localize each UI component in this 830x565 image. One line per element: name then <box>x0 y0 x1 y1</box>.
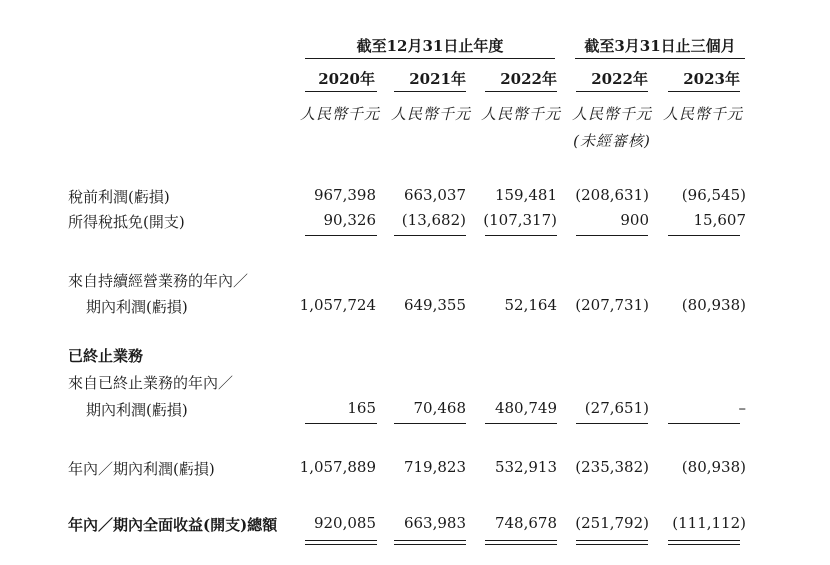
subtotal-underline <box>305 235 377 236</box>
cell-value: 663,037 <box>403 186 466 204</box>
cell-value: 15,607 <box>693 211 746 229</box>
unit-label: 人民幣千元 <box>662 105 743 123</box>
cell-value: (207,731) <box>575 296 649 314</box>
cell-value: 748,678 <box>494 514 557 532</box>
subtotal-underline <box>485 423 557 424</box>
unit-label: 人民幣千元 <box>571 105 652 123</box>
row-label-discontinued-1: 來自已終止業務的年內／ <box>68 374 234 392</box>
year-header: 2022年 <box>500 70 557 88</box>
cell-value: – <box>738 399 746 417</box>
row-label-pretax: 稅前利潤(虧損) <box>68 188 170 206</box>
header-quarter-period: 截至3月31日止三個月 <box>584 37 736 55</box>
section-heading-discontinued: 已終止業務 <box>68 347 144 365</box>
cell-value: (96,545) <box>681 186 746 204</box>
header-quarter-underline <box>575 58 745 59</box>
row-label-total-comprehensive: 年內／期內全面收益(開支)總額 <box>68 516 278 534</box>
cell-value: 719,823 <box>403 458 466 476</box>
total-double-underline <box>485 544 557 545</box>
row-label-period-profit: 年內／期內利潤(虧損) <box>68 460 215 478</box>
total-double-underline <box>394 544 466 545</box>
cell-value: (27,651) <box>584 399 649 417</box>
cell-value: 920,085 <box>313 514 376 532</box>
unit-label: 人民幣千元 <box>480 105 561 123</box>
unaudited-note: (未經審核) <box>573 132 651 150</box>
cell-value: 70,468 <box>413 399 466 417</box>
header-annual-period: 截至12月31日止年度 <box>356 37 504 55</box>
subtotal-underline <box>576 235 648 236</box>
total-double-underline <box>394 540 466 541</box>
cell-value: (251,792) <box>575 514 649 532</box>
row-label-continuing-2: 期內利潤(虧損) <box>86 298 188 316</box>
total-double-underline <box>668 540 740 541</box>
total-double-underline <box>576 544 648 545</box>
row-label-discontinued-2: 期內利潤(虧損) <box>86 401 188 419</box>
cell-value: 90,326 <box>323 211 376 229</box>
year-underline <box>668 91 740 92</box>
header-annual-underline <box>305 58 555 59</box>
unit-label: 人民幣千元 <box>299 105 380 123</box>
cell-value: (107,317) <box>483 211 557 229</box>
row-label-continuing-1: 來自持續經營業務的年內／ <box>68 272 249 290</box>
cell-value: 900 <box>620 211 649 229</box>
cell-value: 1,057,889 <box>299 458 376 476</box>
cell-value: (80,938) <box>681 296 746 314</box>
unit-label: 人民幣千元 <box>390 105 471 123</box>
row-label-tax: 所得稅抵免(開支) <box>68 213 185 231</box>
year-header: 2023年 <box>683 70 740 88</box>
cell-value: (235,382) <box>575 458 649 476</box>
subtotal-underline <box>668 423 740 424</box>
cell-value: 532,913 <box>494 458 557 476</box>
total-double-underline <box>305 540 377 541</box>
cell-value: (111,112) <box>672 514 746 532</box>
cell-value: 159,481 <box>494 186 557 204</box>
total-double-underline <box>668 544 740 545</box>
cell-value: 1,057,724 <box>299 296 376 314</box>
subtotal-underline <box>394 235 466 236</box>
total-double-underline <box>576 540 648 541</box>
cell-value: (80,938) <box>681 458 746 476</box>
cell-value: 52,164 <box>504 296 557 314</box>
subtotal-underline <box>576 423 648 424</box>
cell-value: (208,631) <box>575 186 649 204</box>
year-header: 2022年 <box>591 70 648 88</box>
year-header: 2020年 <box>318 70 375 88</box>
year-underline <box>394 91 466 92</box>
subtotal-underline <box>485 235 557 236</box>
year-header: 2021年 <box>409 70 466 88</box>
year-underline <box>305 91 377 92</box>
year-underline <box>485 91 557 92</box>
cell-value: 967,398 <box>313 186 376 204</box>
cell-value: 165 <box>347 399 376 417</box>
year-underline <box>576 91 648 92</box>
total-double-underline <box>485 540 557 541</box>
cell-value: 649,355 <box>403 296 466 314</box>
cell-value: (13,682) <box>401 211 466 229</box>
subtotal-underline <box>394 423 466 424</box>
cell-value: 663,983 <box>403 514 466 532</box>
subtotal-underline <box>305 423 377 424</box>
subtotal-underline <box>668 235 740 236</box>
total-double-underline <box>305 544 377 545</box>
cell-value: 480,749 <box>494 399 557 417</box>
